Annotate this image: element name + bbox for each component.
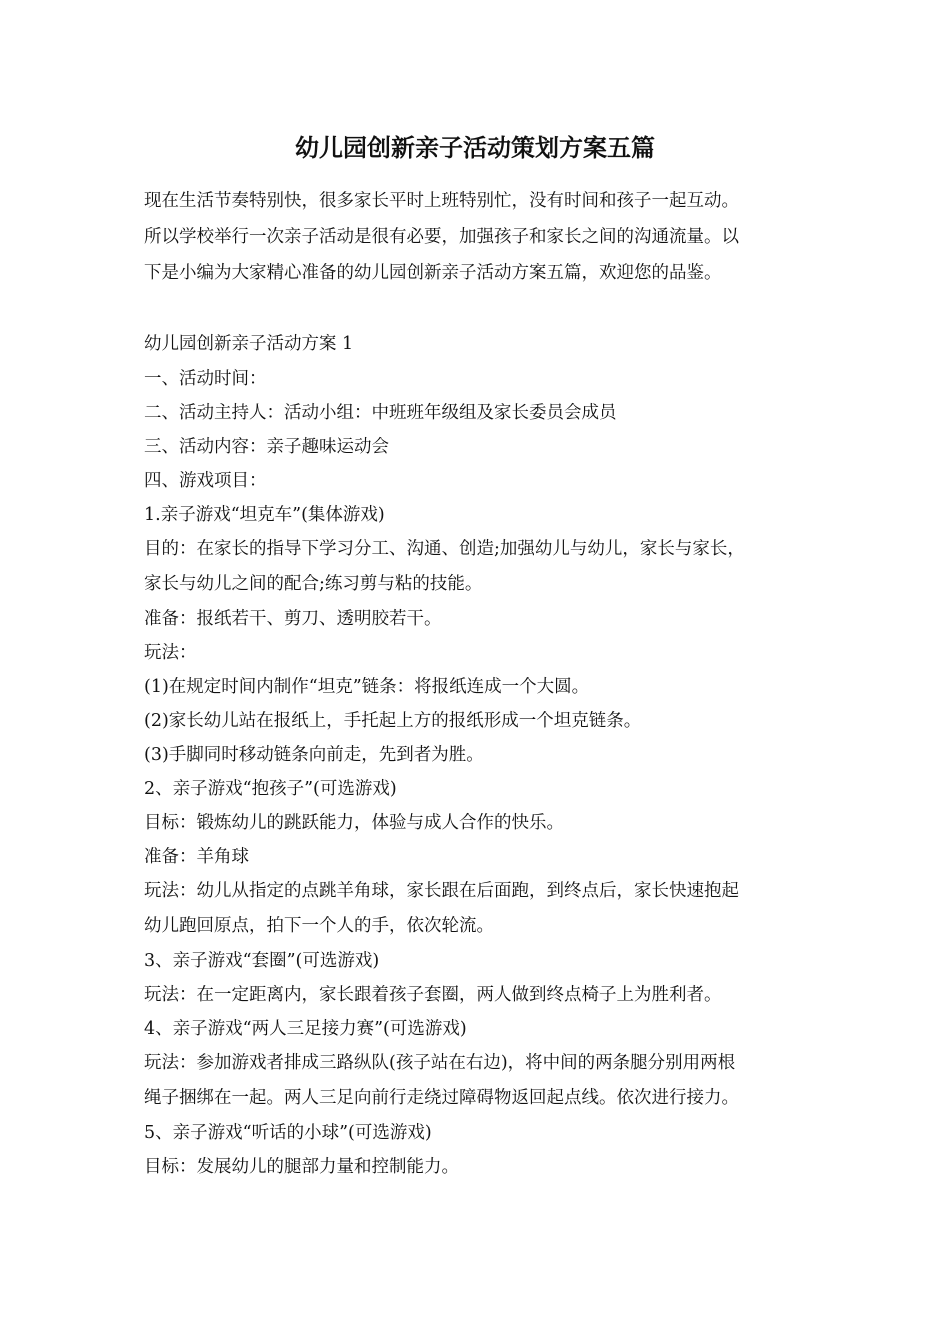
body-line: 3、亲子游戏“套圈”(可选游戏)	[144, 951, 380, 971]
body-line: 准备：羊角球	[144, 847, 249, 867]
body-line: (2)家长幼儿站在报纸上，手托起上方的报纸形成一个坦克链条。	[144, 711, 642, 731]
body-line: 三、活动内容：亲子趣味运动会	[144, 437, 389, 457]
body-line: 1.亲子游戏“坦克车”(集体游戏)	[144, 505, 385, 525]
body-line: 目标：发展幼儿的腿部力量和控制能力。	[144, 1157, 459, 1177]
document-title: 幼儿园创新亲子活动策划方案五篇	[295, 133, 655, 162]
document-body	[144, 327, 810, 1184]
body-line: 5、亲子游戏“听话的小球”(可选游戏)	[144, 1123, 432, 1143]
body-line: 玩法：幼儿从指定的点跳羊角球，家长跟在后面跑，到终点后，家长快速抱起	[144, 881, 739, 901]
body-line: 2、亲子游戏“抱孩子”(可选游戏)	[144, 779, 397, 799]
body-line: 二、活动主持人：活动小组：中班班年级组及家长委员会成员	[144, 403, 617, 423]
body-line: 玩法：	[144, 643, 197, 663]
section-heading: 幼儿园创新亲子活动方案 1	[144, 334, 354, 354]
intro-line: 所以学校举行一次亲子活动是很有必要，加强孩子和家长之间的沟通流量。以	[144, 227, 739, 247]
body-line: 玩法：参加游戏者排成三路纵队(孩子站在右边)，将中间的两条腿分别用两根	[144, 1053, 736, 1073]
body-line: 准备：报纸若干、剪刀、透明胶若干。	[144, 609, 442, 629]
body-line: 4、亲子游戏“两人三足接力赛”(可选游戏)	[144, 1019, 467, 1039]
body-line: 绳子捆绑在一起。两人三足向前行走绕过障碍物返回起点线。依次进行接力。	[144, 1088, 739, 1108]
intro-line: 下是小编为大家精心准备的幼儿园创新亲子活动方案五篇，欢迎您的品鉴。	[144, 263, 722, 283]
body-line: 四、游戏项目：	[144, 471, 267, 491]
body-line: 玩法：在一定距离内，家长跟着孩子套圈，两人做到终点椅子上为胜利者。	[144, 985, 722, 1005]
body-line: 目的：在家长的指导下学习分工、沟通、创造;加强幼儿与幼儿，家长与家长，	[144, 539, 745, 559]
body-line: 家长与幼儿之间的配合;练习剪与粘的技能。	[144, 574, 483, 594]
intro-paragraph	[144, 183, 810, 291]
body-line: 一、活动时间：	[144, 369, 267, 389]
body-line: (1)在规定时间内制作“坦克”链条：将报纸连成一个大圆。	[144, 677, 590, 697]
intro-line: 现在生活节奏特别快，很多家长平时上班特别忙，没有时间和孩子一起互动。	[144, 191, 739, 211]
body-line: 幼儿跑回原点，拍下一个人的手，依次轮流。	[144, 916, 494, 936]
body-line: (3)手脚同时移动链条向前走，先到者为胜。	[144, 745, 484, 765]
body-line: 目标：锻炼幼儿的跳跃能力，体验与成人合作的快乐。	[144, 813, 564, 833]
